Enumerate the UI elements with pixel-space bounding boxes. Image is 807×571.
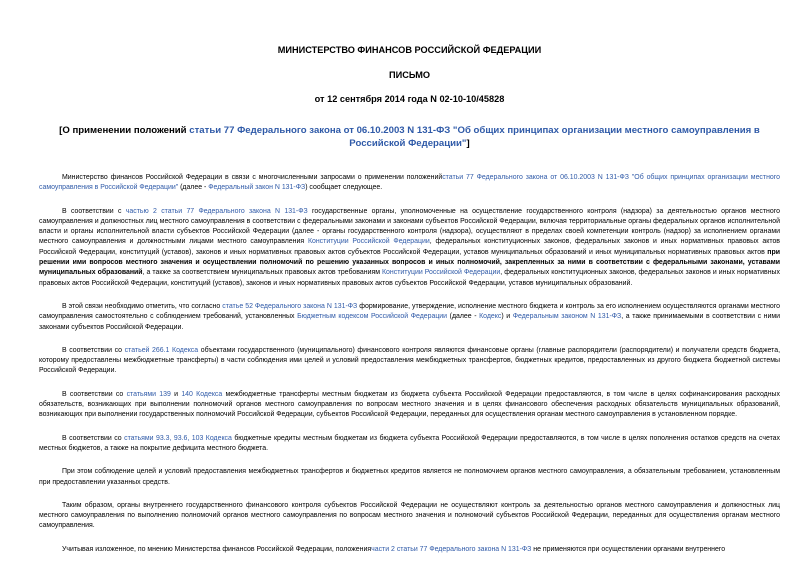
paragraph-1: Министерство финансов Российской Федерации в связи с многочисленными запросами о применении положенийстатьи 77 Федерального закона от 06.10.2003 N 131-ФЗ "Об общих принципах организации местного самоуправления в Российской Федерации" (далее - Федеральный закон N 131-ФЗ) сообщает следующее. bbox=[39, 174, 781, 192]
article-77-part-2-link-2[interactable]: части 2 статьи 77 Федерального закона N 131-ФЗ bbox=[371, 545, 532, 553]
document-subject: [О применении положений статьи 77 Федерального закона от 06.10.2003 N 131-ФЗ "Об общих принципах организации местного самоуправления в Российской Федерации"] bbox=[59, 125, 760, 149]
ministry-title: МИНИСТЕРСТВО ФИНАНСОВ РОССИЙСКОЙ ФЕДЕРАЦИИ bbox=[277, 45, 542, 55]
paragraph-7: При этом соблюдение целей и условий предоставления межбюджетных трансфертов и бюджетных кредитов является не полномочием органов местного самоуправления, а обязательным требованием, установленным при предоставлении указанных средств. bbox=[39, 468, 780, 486]
article-140-link[interactable]: 140 Кодекса bbox=[181, 390, 223, 398]
paragraph-5: В соответствии со статьями 139 и 140 Кодекса межбюджетные трансферты местным бюджетам из бюджета субъекта Российской Федерации предоставляются, в том числе в целях софинансирования расходных обязательств, возникающих при выполнении полномочий органов местного самоуправления по вопросам местного значения и в целях финансового обеспечения расходных обязательств муниципальных образований, возникающих при выполнении государственных полномочий Российской Федерации, субъектов Российской Федерации, переданных для осуществления органам местного самоуправления в установленном порядке. bbox=[39, 390, 780, 419]
document-type: ПИСЬМО bbox=[388, 70, 431, 80]
article-77-part-2-link[interactable]: частью 2 статьи 77 Федерального закона N 131-ФЗ bbox=[125, 207, 308, 215]
code-link[interactable]: Кодекс bbox=[479, 313, 502, 321]
constitution-link[interactable]: Конституции Российской Федерации bbox=[307, 238, 430, 246]
paragraph-4: В соответствии со статьей 266.1 Кодекса объектами государственного (муниципального) финансового контроля являются финансовые органы (главные распорядители (распорядители) и получатели средств бюджета, которому предоставлены межбюджетные трансферты) в части соблюдения ими целей и условий предоставления межбюджетных трансфертов, бюджетных кредитов, предоставленных из другого бюджета бюджетной системы Российской Федерации. bbox=[39, 346, 781, 375]
budget-code-link[interactable]: Бюджетным кодексом Российской Федерации bbox=[297, 313, 448, 321]
document-date-number: от 12 сентября 2014 года N 02-10-10/45828 bbox=[314, 94, 505, 104]
paragraph-3: В этой связи необходимо отметить, что согласно статье 52 Федерального закона N 131-ФЗ формирование, утверждение, исполнение местного бюджета и контроль за его исполнением осуществляются органами местного самоуправления самостоятельно с соблюдением требований, установленных Бюджетным кодексом Российской Федерации (далее - Кодекс) и Федеральным законом N 131-ФЗ, а также принимаемыми в соответствии с ними законами субъектов Российской Федерации. bbox=[39, 302, 781, 331]
article-52-link[interactable]: статье 52 Федерального закона N 131-ФЗ bbox=[222, 302, 358, 310]
paragraph-2: В соответствии с частью 2 статьи 77 Федерального закона N 131-ФЗ государственные органы, уполномоченные на осуществление государственного контроля (надзора) за деятельностью органов местного самоуправления и должностных лиц местного самоуправления в соответствии с федеральными законами и законами субъектов Российской Федерации, включая территориальные органы федеральных органов исполнительной власти и органы исполнительной власти субъектов Российской Федерации (далее - органы государственного контроля (надзора), осуществляют в пределах своей компетенции контроль (надзор) за исполнением органами местного самоуправления и должностными лицами местного самоуправления Конституции Российской Федерации, федеральных конституционных законов, федеральных законов и иных нормативных правовых актов Российской Федерации, конституций (уставов), законов и иных нормативных правовых актов субъектов Российской Федерации, уставов муниципальных образований и иных муниципальных нормативных правовых актов при решении ими вопросов местного значения и осуществлении полномочий по решению указанных вопросов и иных полномочий, закрепленных за ними в соответствии с федеральными законами, уставами муниципальных образований, а также за соответствием муниципальных правовых актов требованиям Конституции Российской Федерации, федеральных конституционных законов, федеральных законов и иных нормативных правовых актов Российской Федерации, конституций (уставов), законов и иных нормативных правовых актов субъектов Российской Федерации, уставов муниципальных образований. bbox=[39, 207, 780, 287]
law-131-short-link[interactable]: Федеральный закон N 131-ФЗ bbox=[208, 184, 306, 192]
paragraph-8: Таким образом, органы внутреннего государственного финансового контроля субъектов Российской Федерации не осуществляют контроль за деятельностью органов местного самоуправления и должностных лиц местного самоуправления по выполнению полномочий органов местного самоуправления по вопросам местного значения и полномочий субъектов Российской Федерации, переданных для осуществления органам местного самоуправления. bbox=[39, 501, 780, 530]
articles-93-103-link[interactable]: статьями 93.3, 93.6, 103 Кодекса bbox=[124, 434, 232, 442]
article-266-1-link[interactable]: статьей 266.1 Кодекса bbox=[124, 346, 199, 354]
federal-law-131-link[interactable]: Федеральным законом N 131-ФЗ bbox=[512, 313, 622, 321]
constitution-link-2[interactable]: Конституции Российской Федерации bbox=[382, 269, 501, 277]
paragraph-9: Учитывая изложенное, по мнению Министерства финансов Российской Федерации, положениячасти 2 статьи 77 Федерального закона N 131-ФЗ не применяются при осуществлении органами внутреннего bbox=[62, 545, 726, 553]
article-139-link[interactable]: статьями 139 bbox=[126, 390, 171, 398]
subject-law-link[interactable]: статьи 77 Федерального закона от 06.10.2003 N 131-ФЗ "Об общих принципах организации местного самоуправления в Российской Федерации" bbox=[189, 125, 760, 149]
law-131-link[interactable]: статьи 77 Федерального закона от 06.10.2003 N 131-ФЗ "Об общих принципах организации местного самоуправления в Российской Федерации" bbox=[39, 174, 781, 192]
paragraph-6: В соответствии со статьями 93.3, 93.6, 103 Кодекса бюджетные кредиты местным бюджетам из бюджета субъекта Российской Федерации предоставляются, в том числе в целях пополнения остатков средств на счетах местных бюджетов, а также на покрытие дефицита местного бюджета. bbox=[39, 434, 780, 452]
